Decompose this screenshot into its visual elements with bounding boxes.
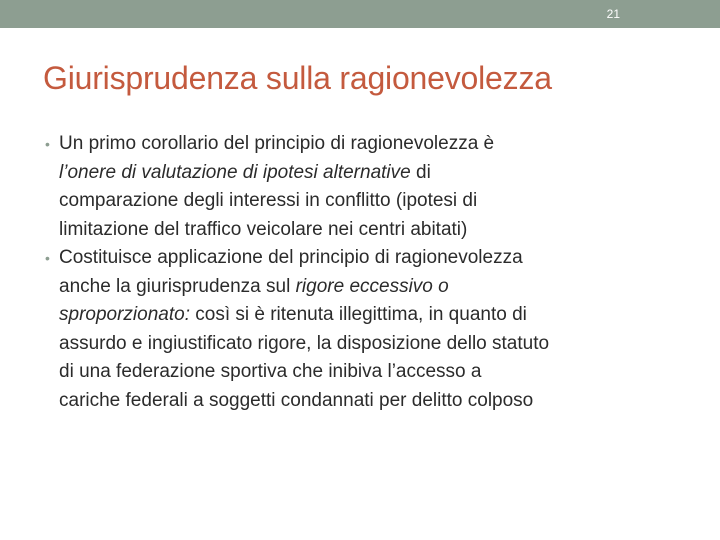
bullet-line <box>59 244 695 273</box>
bullet-line <box>59 358 695 387</box>
bullet-text: di una federazione sportiva che inibiva l’accesso a <box>59 361 482 382</box>
bullet-text: limitazione del traffico veicolare nei centri abitati) <box>59 218 468 240</box>
bullet-text: Costituisce applicazione del principio di ragionevolezza <box>59 247 523 268</box>
bullet-text: Un primo corollario del principio di ragionevolezza è <box>59 133 495 154</box>
bullet-line <box>59 330 695 359</box>
bullet-text: assurdo e ingiustificato rigore, la disposizione dello statuto <box>59 332 550 354</box>
bullet-text: così si è ritenuta illegittima, in quanto di <box>189 304 527 325</box>
bullet-marker: • <box>45 136 50 152</box>
bullet-line <box>59 387 695 416</box>
bullet-text: comparazione degli interessi in conflitto (ipotesi di <box>59 190 478 211</box>
bullet-text: cariche federali a soggetti condannati per delitto colposo <box>59 389 534 411</box>
bullet-line <box>59 301 695 330</box>
bullet-italic-text: sproporzionato: <box>59 304 190 325</box>
bullet-line <box>59 159 695 188</box>
bullet-text: anche la giurisprudenza sul <box>59 275 296 297</box>
bullet-text: di <box>410 161 431 183</box>
bullet-italic-text: rigore eccessivo o <box>295 275 449 297</box>
bullet-line <box>59 216 695 245</box>
bullet-line <box>59 130 695 159</box>
bullet-marker: • <box>45 250 50 266</box>
top-bar <box>0 0 720 28</box>
bullet-italic-text: l’onere di valutazione di ipotesi alternative <box>59 161 411 183</box>
bullet-item <box>45 130 695 244</box>
slide-title: Giurisprudenza sulla ragionevolezza <box>43 60 552 96</box>
bullet-line <box>59 187 695 216</box>
bullet-item <box>45 244 695 415</box>
bullet-line <box>59 273 695 302</box>
bullet-list <box>45 130 695 415</box>
page-number: 21 <box>606 7 620 21</box>
